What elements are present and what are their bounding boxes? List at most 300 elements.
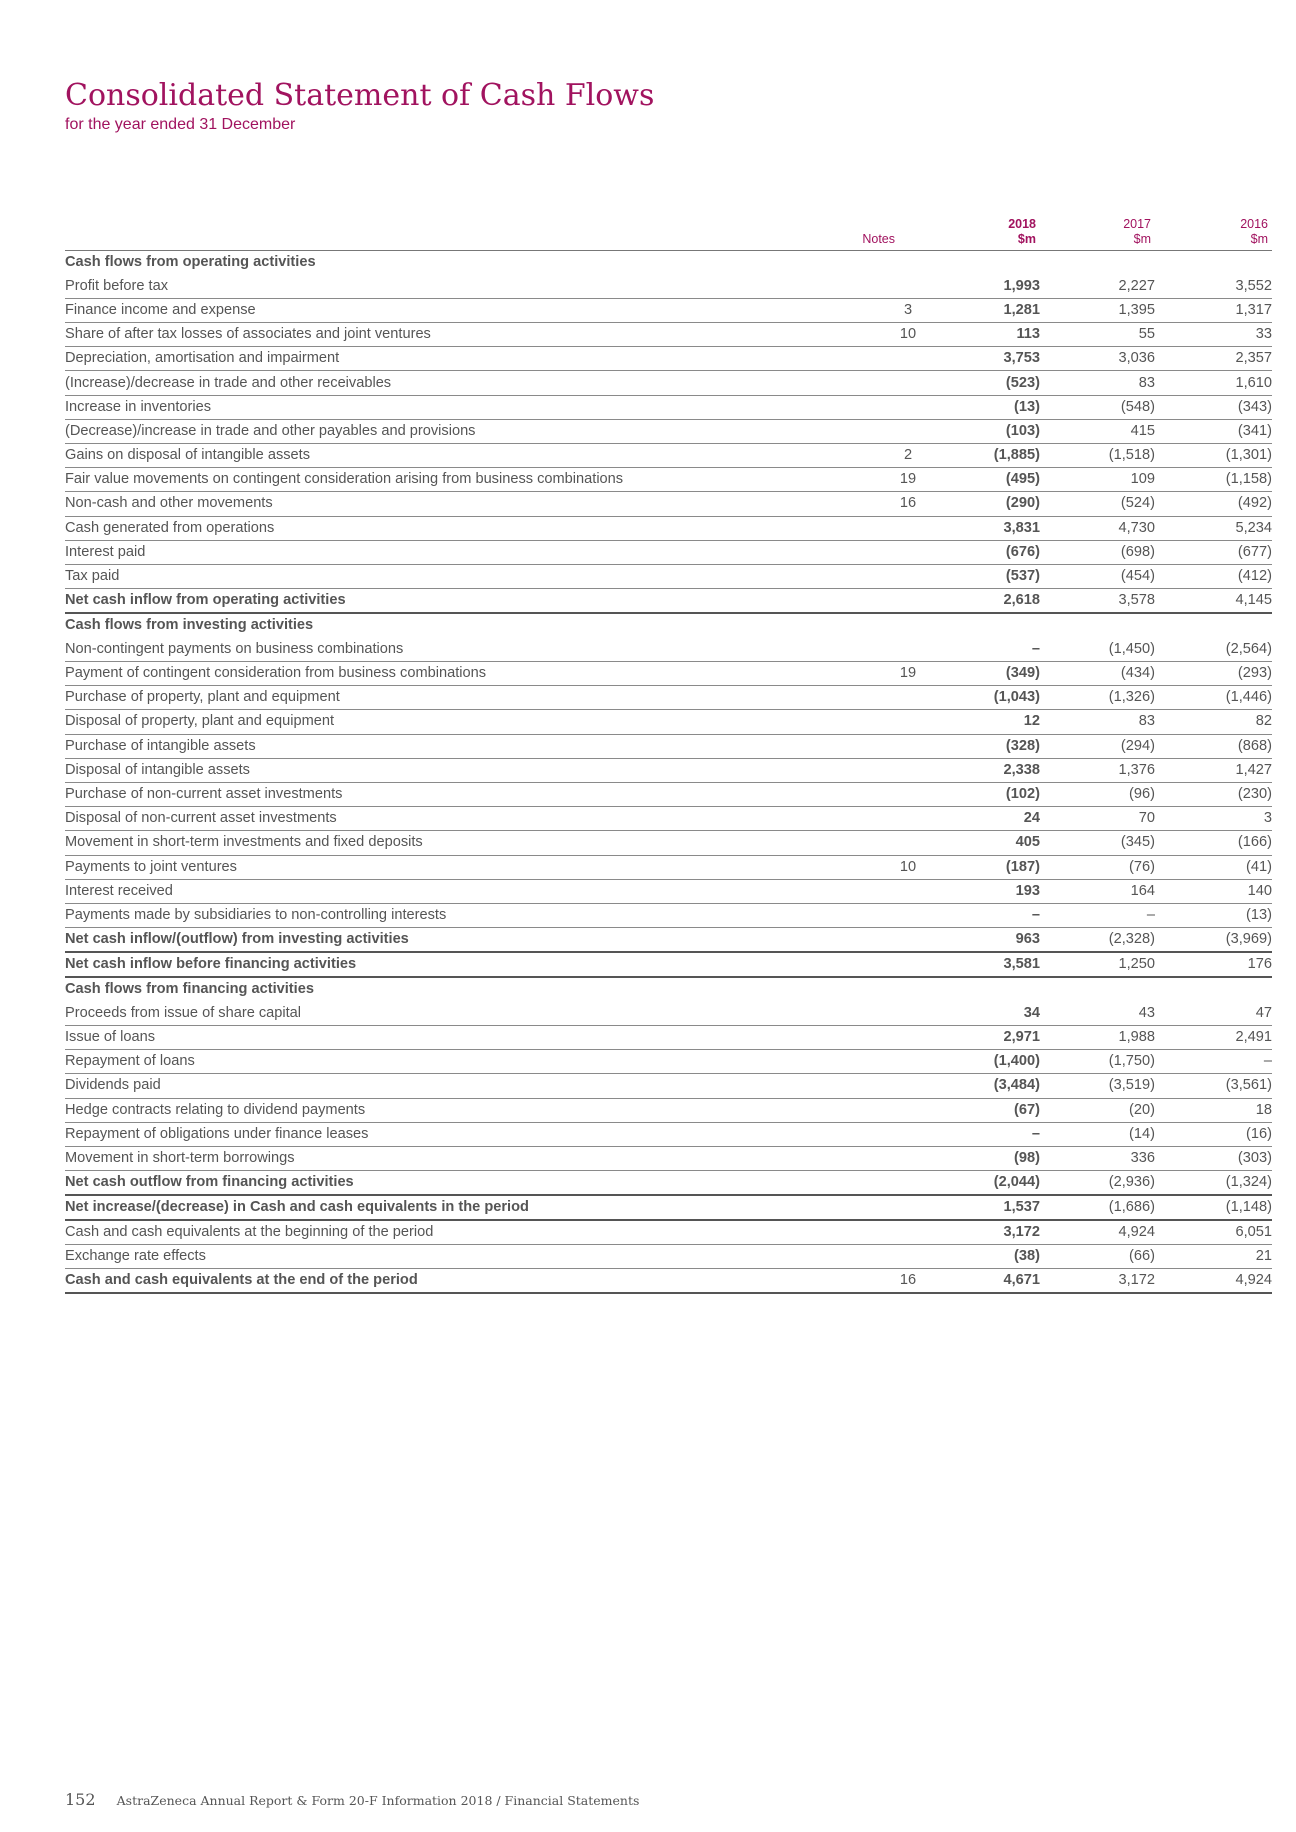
row-note — [795, 323, 925, 347]
row-label-text: Hedge contracts relating to dividend payments — [65, 1101, 366, 1118]
row-label-text: Cash and cash equivalents at the beginning of the period — [65, 1224, 434, 1241]
value-2016 — [1155, 879, 1272, 903]
row-label-text: Share of after tax losses of associates and joint ventures — [65, 326, 431, 343]
value-2018 — [925, 250, 1040, 274]
row-label-text: Repayment of loans — [65, 1053, 195, 1070]
value-2017-text: 55 — [1138, 326, 1155, 343]
value-2017-text: (1,518) — [1108, 447, 1155, 464]
value-2016 — [1155, 758, 1272, 782]
row-label — [65, 613, 795, 637]
page-number: 152 — [65, 1790, 96, 1809]
value-2018 — [925, 807, 1040, 831]
value-2018-text: 113 — [1016, 326, 1040, 343]
value-2017-text: 164 — [1130, 882, 1155, 899]
value-2017-text: 3,172 — [1118, 1272, 1155, 1289]
value-2018-text: – — [1031, 906, 1040, 923]
value-2016-text: 3,552 — [1235, 277, 1272, 294]
value-2016-text: 1,427 — [1235, 761, 1272, 778]
value-2017 — [1040, 807, 1155, 831]
value-2016-text: (3,969) — [1225, 931, 1272, 948]
value-2016 — [1155, 855, 1272, 879]
value-2017-text: – — [1146, 906, 1155, 923]
value-2018-text: – — [1031, 640, 1040, 657]
table-row — [65, 298, 1272, 322]
value-2016 — [1155, 1245, 1272, 1269]
row-label-text: Payments made by subsidiaries to non-controlling interests — [65, 906, 447, 923]
value-2018 — [925, 1074, 1040, 1098]
value-2018 — [925, 564, 1040, 588]
table-row — [65, 807, 1272, 831]
value-2018-text: (2,044) — [993, 1174, 1040, 1191]
value-2016 — [1155, 492, 1272, 516]
row-note — [795, 977, 925, 1001]
table-row — [65, 1074, 1272, 1098]
page-title: Consolidated Statement of Cash Flows — [65, 78, 655, 113]
value-2017-text: (434) — [1120, 665, 1155, 682]
value-2018-text: – — [1031, 1125, 1040, 1142]
value-2017-text: (2,328) — [1108, 931, 1155, 948]
value-2018-text: 2,971 — [1003, 1029, 1040, 1046]
row-note — [795, 613, 925, 637]
value-2017 — [1040, 710, 1155, 734]
row-label — [65, 782, 795, 806]
table-row — [65, 1122, 1272, 1146]
value-2018 — [925, 879, 1040, 903]
row-note — [795, 564, 925, 588]
row-label — [65, 492, 795, 516]
row-label — [65, 468, 795, 492]
value-2016 — [1155, 395, 1272, 419]
value-2016-text: (343) — [1237, 398, 1272, 415]
row-label-text: Fair value movements on contingent consideration arising from business combinations — [65, 471, 624, 488]
value-2018 — [925, 1122, 1040, 1146]
row-label-text: Movement in short-term investments and fixed deposits — [65, 834, 423, 851]
value-2016-text: (1,148) — [1225, 1199, 1272, 1216]
value-2018 — [925, 903, 1040, 927]
value-2016-text: (303) — [1237, 1149, 1272, 1166]
value-2017 — [1040, 831, 1155, 855]
row-label-text: Repayment of obligations under finance leases — [65, 1125, 369, 1142]
row-note — [795, 540, 925, 564]
value-2018 — [925, 662, 1040, 686]
value-2016 — [1155, 613, 1272, 637]
value-2016 — [1155, 250, 1272, 274]
row-label — [65, 662, 795, 686]
value-2018-text: (1,885) — [993, 447, 1040, 464]
value-2018-text: 193 — [1015, 882, 1040, 899]
row-label — [65, 564, 795, 588]
header-label-cell — [65, 214, 795, 250]
table-row — [65, 492, 1272, 516]
value-2017-text: 83 — [1138, 713, 1155, 730]
value-2017-text: 336 — [1130, 1149, 1155, 1166]
value-2017-text: 4,730 — [1118, 519, 1155, 536]
row-label-text: Gains on disposal of intangible assets — [65, 447, 311, 464]
row-note — [795, 274, 925, 298]
value-2018 — [925, 734, 1040, 758]
row-label — [65, 1171, 795, 1196]
value-2016-text: 2,491 — [1235, 1029, 1272, 1046]
section-heading-row — [65, 613, 1272, 637]
row-label — [65, 977, 795, 1001]
value-2017 — [1040, 734, 1155, 758]
value-2018-text: (523) — [1005, 374, 1040, 391]
row-note-text: 10 — [899, 326, 917, 343]
value-2017 — [1040, 298, 1155, 322]
value-2018 — [925, 419, 1040, 443]
value-2016-text: 4,145 — [1235, 592, 1272, 609]
value-2018 — [925, 758, 1040, 782]
value-2018-text: 12 — [1023, 713, 1040, 730]
row-note — [795, 1269, 925, 1294]
row-note — [795, 250, 925, 274]
row-label — [65, 1098, 795, 1122]
value-2018 — [925, 1220, 1040, 1245]
row-label — [65, 1245, 795, 1269]
row-label-text: Cash flows from investing activities — [65, 617, 314, 634]
row-label — [65, 903, 795, 927]
value-2017 — [1040, 637, 1155, 661]
value-2016 — [1155, 1050, 1272, 1074]
value-2016-text: (868) — [1237, 737, 1272, 754]
value-2017 — [1040, 903, 1155, 927]
table-row — [65, 564, 1272, 588]
value-2017 — [1040, 323, 1155, 347]
value-2018-text: 24 — [1023, 810, 1040, 827]
table-row — [65, 1098, 1272, 1122]
row-note-text: 19 — [899, 471, 917, 488]
row-note — [795, 419, 925, 443]
value-2018-text: 3,753 — [1003, 350, 1040, 367]
value-2017-text: 415 — [1130, 422, 1155, 439]
value-2018-text: (1,400) — [993, 1053, 1040, 1070]
value-2016-text: (16) — [1246, 1125, 1272, 1142]
row-label — [65, 1195, 795, 1220]
row-note-text: 10 — [899, 858, 917, 875]
footer-reference: AstraZeneca Annual Report & Form 20-F Information 2018 / Financial Statements — [116, 1793, 640, 1808]
row-label-text: Non-contingent payments on business combinations — [65, 640, 404, 657]
row-label-text: Net cash inflow before financing activities — [65, 956, 357, 973]
value-2018 — [925, 1171, 1040, 1196]
value-2018 — [925, 1001, 1040, 1025]
value-2016 — [1155, 298, 1272, 322]
total-row — [65, 1269, 1272, 1294]
value-2016-text: 1,610 — [1235, 374, 1272, 391]
value-2018-text: 1,537 — [1003, 1199, 1040, 1216]
value-2018-text: 3,831 — [1003, 519, 1040, 536]
value-2016-text: (13) — [1246, 906, 1272, 923]
header-unit-2017: $m — [1133, 231, 1151, 246]
value-2018 — [925, 589, 1040, 614]
row-label — [65, 250, 795, 274]
row-label-text: Profit before tax — [65, 277, 169, 294]
table-row — [65, 540, 1272, 564]
row-note — [795, 298, 925, 322]
row-note — [795, 1171, 925, 1196]
value-2017-text: (524) — [1120, 495, 1155, 512]
row-label-text: Proceeds from issue of share capital — [65, 1004, 302, 1021]
value-2017 — [1040, 1269, 1155, 1294]
value-2018 — [925, 1025, 1040, 1049]
table-row — [65, 1146, 1272, 1170]
value-2018-text: (1,043) — [993, 689, 1040, 706]
row-note — [795, 855, 925, 879]
value-2018-text: 3,581 — [1003, 956, 1040, 973]
value-2018-text: (187) — [1005, 858, 1040, 875]
value-2018 — [925, 855, 1040, 879]
value-2016 — [1155, 589, 1272, 614]
value-2018-text: (102) — [1005, 786, 1040, 803]
row-label — [65, 540, 795, 564]
value-2016 — [1155, 637, 1272, 661]
row-label-text: Depreciation, amortisation and impairment — [65, 350, 340, 367]
row-label — [65, 879, 795, 903]
value-2016 — [1155, 734, 1272, 758]
value-2018-text: (98) — [1014, 1149, 1040, 1166]
row-note — [795, 686, 925, 710]
value-2016-text: 140 — [1247, 882, 1272, 899]
table-row — [65, 758, 1272, 782]
row-label — [65, 1001, 795, 1025]
value-2016-text: (1,158) — [1225, 471, 1272, 488]
value-2016 — [1155, 444, 1272, 468]
row-label-text: Net cash outflow from financing activities — [65, 1174, 354, 1191]
value-2016-text: (492) — [1237, 495, 1272, 512]
value-2016-text: (677) — [1237, 543, 1272, 560]
value-2018-text: 405 — [1015, 834, 1040, 851]
value-2016-text: 176 — [1247, 956, 1272, 973]
value-2016-text: (2,564) — [1225, 640, 1272, 657]
value-2018-text: (38) — [1014, 1248, 1040, 1265]
row-label — [65, 1050, 795, 1074]
header-year-2017 — [1040, 214, 1155, 250]
value-2017 — [1040, 468, 1155, 492]
row-note-text: 16 — [899, 495, 917, 512]
row-label — [65, 419, 795, 443]
table-row — [65, 1050, 1272, 1074]
value-2017 — [1040, 758, 1155, 782]
row-note — [795, 1074, 925, 1098]
value-2017-text: (76) — [1129, 858, 1155, 875]
value-2017-text: (1,450) — [1108, 640, 1155, 657]
value-2016 — [1155, 831, 1272, 855]
value-2017 — [1040, 540, 1155, 564]
value-2018-text: 2,618 — [1003, 592, 1040, 609]
table-row — [65, 637, 1272, 661]
table-header-row — [65, 214, 1272, 250]
value-2016 — [1155, 1074, 1272, 1098]
row-note — [795, 395, 925, 419]
value-2016-text: (3,561) — [1225, 1077, 1272, 1094]
row-label — [65, 347, 795, 371]
page-subtitle: for the year ended 31 December — [65, 116, 296, 133]
row-note — [795, 444, 925, 468]
table-row — [65, 274, 1272, 298]
value-2016 — [1155, 1025, 1272, 1049]
row-note — [795, 952, 925, 977]
value-2018 — [925, 371, 1040, 395]
row-label-text: Non-cash and other movements — [65, 495, 273, 512]
value-2017 — [1040, 662, 1155, 686]
row-label-text: Tax paid — [65, 568, 120, 585]
row-label-text: Issue of loans — [65, 1029, 156, 1046]
value-2018-text: 1,993 — [1003, 277, 1040, 294]
value-2017-text: (1,326) — [1108, 689, 1155, 706]
value-2017 — [1040, 1171, 1155, 1196]
value-2016-text: 82 — [1255, 713, 1272, 730]
value-2016-text: 3 — [1263, 810, 1272, 827]
row-label — [65, 274, 795, 298]
value-2017 — [1040, 1001, 1155, 1025]
value-2016 — [1155, 952, 1272, 977]
value-2018-text: 3,172 — [1003, 1224, 1040, 1241]
value-2016 — [1155, 1146, 1272, 1170]
total-row — [65, 1195, 1272, 1220]
value-2016 — [1155, 274, 1272, 298]
value-2016-text: (341) — [1237, 422, 1272, 439]
value-2016-text: (166) — [1237, 834, 1272, 851]
value-2018-text: 34 — [1023, 1004, 1040, 1021]
value-2017 — [1040, 1074, 1155, 1098]
row-note — [795, 1146, 925, 1170]
value-2018 — [925, 1245, 1040, 1269]
row-note — [795, 903, 925, 927]
row-label-text: Disposal of intangible assets — [65, 761, 250, 778]
value-2018 — [925, 540, 1040, 564]
value-2016 — [1155, 1171, 1272, 1196]
row-label — [65, 323, 795, 347]
row-label — [65, 807, 795, 831]
header-notes — [795, 214, 925, 250]
row-note-text: 2 — [903, 447, 913, 464]
value-2018-text: (349) — [1005, 665, 1040, 682]
value-2018-text: (495) — [1005, 471, 1040, 488]
header-year-2017-label: 2017 — [1123, 216, 1151, 231]
row-label-text: Net cash inflow/(outflow) from investing activities — [65, 931, 409, 948]
value-2018-text: (676) — [1005, 543, 1040, 560]
value-2018 — [925, 952, 1040, 977]
value-2016-text: 4,924 — [1235, 1272, 1272, 1289]
value-2017-text: 70 — [1138, 810, 1155, 827]
value-2018 — [925, 928, 1040, 953]
value-2017-text: (3,519) — [1108, 1077, 1155, 1094]
row-note — [795, 1122, 925, 1146]
value-2017-text: (698) — [1120, 543, 1155, 560]
row-note — [795, 734, 925, 758]
value-2016 — [1155, 686, 1272, 710]
value-2018 — [925, 710, 1040, 734]
row-note-text: 3 — [903, 301, 913, 318]
value-2016 — [1155, 419, 1272, 443]
value-2018 — [925, 1195, 1040, 1220]
row-label-text: Payment of contingent consideration from business combinations — [65, 665, 487, 682]
value-2018-text: (290) — [1005, 495, 1040, 512]
value-2017-text: 3,578 — [1118, 592, 1155, 609]
value-2016-text: 47 — [1255, 1004, 1272, 1021]
value-2017 — [1040, 1050, 1155, 1074]
row-label-text: Cash flows from financing activities — [65, 981, 314, 998]
row-label-text: Disposal of property, plant and equipment — [65, 713, 335, 730]
cash-flow-table — [65, 214, 1272, 1294]
value-2017 — [1040, 395, 1155, 419]
total-row — [65, 589, 1272, 614]
value-2017 — [1040, 589, 1155, 614]
value-2017-text: 43 — [1138, 1004, 1155, 1021]
value-2016 — [1155, 516, 1272, 540]
value-2018-text: (103) — [1005, 422, 1040, 439]
value-2017 — [1040, 274, 1155, 298]
value-2017 — [1040, 1220, 1155, 1245]
value-2017 — [1040, 564, 1155, 588]
value-2017-text: (454) — [1120, 568, 1155, 585]
value-2017 — [1040, 1146, 1155, 1170]
row-label-text: Interest received — [65, 882, 173, 899]
value-2018-text: 2,338 — [1003, 761, 1040, 778]
value-2016 — [1155, 807, 1272, 831]
value-2017 — [1040, 492, 1155, 516]
table-row — [65, 855, 1272, 879]
table-row — [65, 371, 1272, 395]
value-2017 — [1040, 371, 1155, 395]
table-row — [65, 734, 1272, 758]
row-label-text: Disposal of non-current asset investments — [65, 810, 337, 827]
row-note — [795, 1220, 925, 1245]
value-2016 — [1155, 323, 1272, 347]
value-2016 — [1155, 468, 1272, 492]
table-row — [65, 782, 1272, 806]
row-label — [65, 516, 795, 540]
value-2018 — [925, 274, 1040, 298]
value-2017-text: (66) — [1129, 1248, 1155, 1265]
table-row — [65, 323, 1272, 347]
value-2017-text: 2,227 — [1118, 277, 1155, 294]
value-2017 — [1040, 419, 1155, 443]
row-label-text: Purchase of non-current asset investments — [65, 786, 343, 803]
value-2017-text: (1,686) — [1108, 1199, 1155, 1216]
row-label — [65, 1269, 795, 1294]
row-label-text: (Decrease)/increase in trade and other payables and provisions — [65, 422, 476, 439]
row-note — [795, 710, 925, 734]
value-2016-text: (1,301) — [1225, 447, 1272, 464]
table-row — [65, 516, 1272, 540]
table-row — [65, 662, 1272, 686]
value-2017-text: 1,395 — [1118, 301, 1155, 318]
value-2016 — [1155, 977, 1272, 1001]
value-2018 — [925, 1269, 1040, 1294]
page-footer — [65, 1790, 639, 1809]
value-2017-text: (345) — [1120, 834, 1155, 851]
section-heading-row — [65, 977, 1272, 1001]
row-label — [65, 1146, 795, 1170]
value-2016 — [1155, 662, 1272, 686]
table-row — [65, 903, 1272, 927]
value-2016 — [1155, 903, 1272, 927]
value-2016 — [1155, 928, 1272, 953]
value-2018-text: (3,484) — [993, 1077, 1040, 1094]
value-2016 — [1155, 710, 1272, 734]
value-2017 — [1040, 879, 1155, 903]
value-2017 — [1040, 1098, 1155, 1122]
value-2016-text: 2,357 — [1235, 350, 1272, 367]
value-2018-text: 4,671 — [1003, 1272, 1040, 1289]
value-2016-text: 21 — [1255, 1248, 1272, 1265]
row-label — [65, 637, 795, 661]
table-row — [65, 1245, 1272, 1269]
row-label — [65, 395, 795, 419]
row-note — [795, 492, 925, 516]
value-2018 — [925, 613, 1040, 637]
value-2017 — [1040, 928, 1155, 953]
